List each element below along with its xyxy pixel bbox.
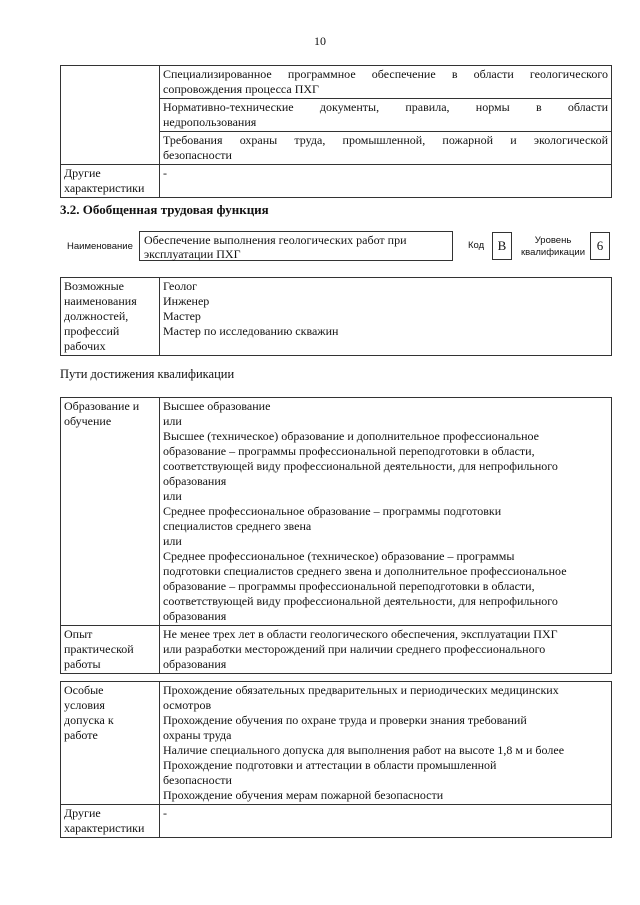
table-cell: [160, 99, 612, 132]
position-item: Мастер: [163, 309, 201, 323]
table-row: [61, 682, 612, 805]
other-label-cell: [61, 165, 160, 198]
experience-label-cell: [61, 626, 160, 674]
label-line: наименования: [64, 294, 137, 308]
top-table: [60, 65, 612, 198]
condition-line: Прохождение обязательных предварительных и периодических медицинских: [163, 683, 559, 697]
label-line: характеристики: [64, 181, 145, 195]
table-row: [61, 626, 612, 674]
education-line: Среднее профессиональное (техническое) образование – программы: [163, 549, 515, 563]
other-value-cell: -: [160, 165, 612, 198]
condition-line: Прохождение обучения мерам пожарной безопасности: [163, 788, 444, 802]
conditions-value-cell: [160, 682, 612, 805]
level-value-box: 6: [590, 232, 610, 260]
empty-label-cell: [61, 66, 160, 165]
experience-line: образования: [163, 657, 227, 671]
education-line: Среднее профессиональное образование – программы подготовки: [163, 504, 502, 518]
label-line: профессий: [64, 324, 120, 338]
table-row: [61, 278, 612, 356]
page-number: 10: [314, 34, 326, 48]
level-label: [518, 235, 588, 259]
condition-line: Прохождение подготовки и аттестации в области промышленной: [163, 758, 497, 772]
education-line: образование – программы профессиональной переподготовки в области,: [163, 579, 535, 593]
education-line: Высшее образование: [163, 399, 271, 413]
label-line: должностей,: [64, 309, 129, 323]
position-item: Инженер: [163, 294, 210, 308]
cell-line: сопровождения процесса ПХГ: [163, 82, 319, 96]
education-label-cell: [61, 398, 160, 626]
cell-line: недропользования: [163, 115, 257, 129]
position-item: Мастер по исследованию скважин: [163, 324, 339, 338]
experience-line: Не менее трех лет в области геологического обеспечения, эксплуатации ПХГ: [163, 627, 558, 641]
condition-line: Наличие специального допуска для выполнения работ на высоте 1,8 м и более: [163, 743, 565, 757]
experience-line: или разработки месторождений при наличии среднего профессионального: [163, 642, 546, 656]
condition-line: осмотров: [163, 698, 212, 712]
name-label: Наименование: [67, 241, 133, 252]
function-name-box: [139, 231, 453, 261]
label-line: рабочих: [64, 339, 106, 353]
condition-line: охраны труда: [163, 728, 232, 742]
education-line: подготовки специалистов среднего звена и дополнительное профессиональное: [163, 564, 567, 578]
function-name-line: эксплуатации ПХГ: [144, 247, 241, 261]
education-line: или: [163, 489, 182, 503]
condition-line: безопасности: [163, 773, 232, 787]
label-line: работе: [64, 728, 98, 742]
label-line: Образование и: [64, 399, 140, 413]
function-name-line: Обеспечение выполнения геологических работ при: [144, 233, 407, 247]
education-line: Высшее (техническое) образование и дополнительное профессиональное: [163, 429, 539, 443]
education-line: соответствующей виду профессиональной деятельности, для непрофильного: [163, 594, 558, 608]
education-value-cell: [160, 398, 612, 626]
education-line: специалистов среднего звена: [163, 519, 312, 533]
education-line: образования: [163, 474, 227, 488]
position-item: Геолог: [163, 279, 198, 293]
label-line: допуска к: [64, 713, 114, 727]
level-label-line: Уровень: [534, 235, 572, 246]
education-line: или: [163, 534, 182, 548]
table-cell: [160, 132, 612, 165]
conditions-table: [60, 681, 612, 838]
education-line: или: [163, 414, 182, 428]
level-label-line: квалификации: [520, 247, 586, 258]
label-line: Другие: [64, 806, 101, 820]
table-row: [61, 165, 612, 198]
condition-line: Прохождение обучения по охране труда и проверки знания требований: [163, 713, 527, 727]
education-table: [60, 397, 612, 674]
label-line: работы: [64, 657, 101, 671]
label-line: практической: [64, 642, 134, 656]
cell-line: Специализированное программное обеспечение в области геологического: [163, 67, 608, 81]
positions-list-cell: [160, 278, 612, 356]
cell-line: Нормативно-технические документы, правила, нормы в области: [163, 100, 608, 114]
cell-line: Требования охраны труда, промышленной, пожарной и экологической: [163, 133, 608, 147]
label-line: Другие: [64, 166, 101, 180]
code-label: Код: [468, 240, 485, 251]
label-line: обучение: [64, 414, 112, 428]
conditions-label-cell: [61, 682, 160, 805]
label-line: Особые: [64, 683, 104, 697]
section-title: 3.2. Обобщенная трудовая функция: [60, 202, 269, 217]
table-row: [61, 66, 612, 99]
table-row: [61, 805, 612, 838]
table-row: [61, 398, 612, 626]
label-line: характеристики: [64, 821, 145, 835]
label-line: условия: [64, 698, 105, 712]
table-cell: [160, 66, 612, 99]
code-value-box: B: [492, 232, 512, 260]
education-line: образование – программы профессиональной переподготовки в области,: [163, 444, 535, 458]
experience-value-cell: [160, 626, 612, 674]
positions-table: [60, 277, 612, 356]
other-label-cell: [61, 805, 160, 838]
label-line: Возможные: [64, 279, 124, 293]
cell-line: безопасности: [163, 148, 232, 162]
paths-title: Пути достижения квалификации: [60, 367, 235, 381]
other-value-cell: -: [160, 805, 612, 838]
education-line: соответствующей виду профессиональной деятельности, для непрофильного: [163, 459, 558, 473]
education-line: образования: [163, 609, 227, 623]
positions-label-cell: [61, 278, 160, 356]
label-line: Опыт: [64, 627, 93, 641]
